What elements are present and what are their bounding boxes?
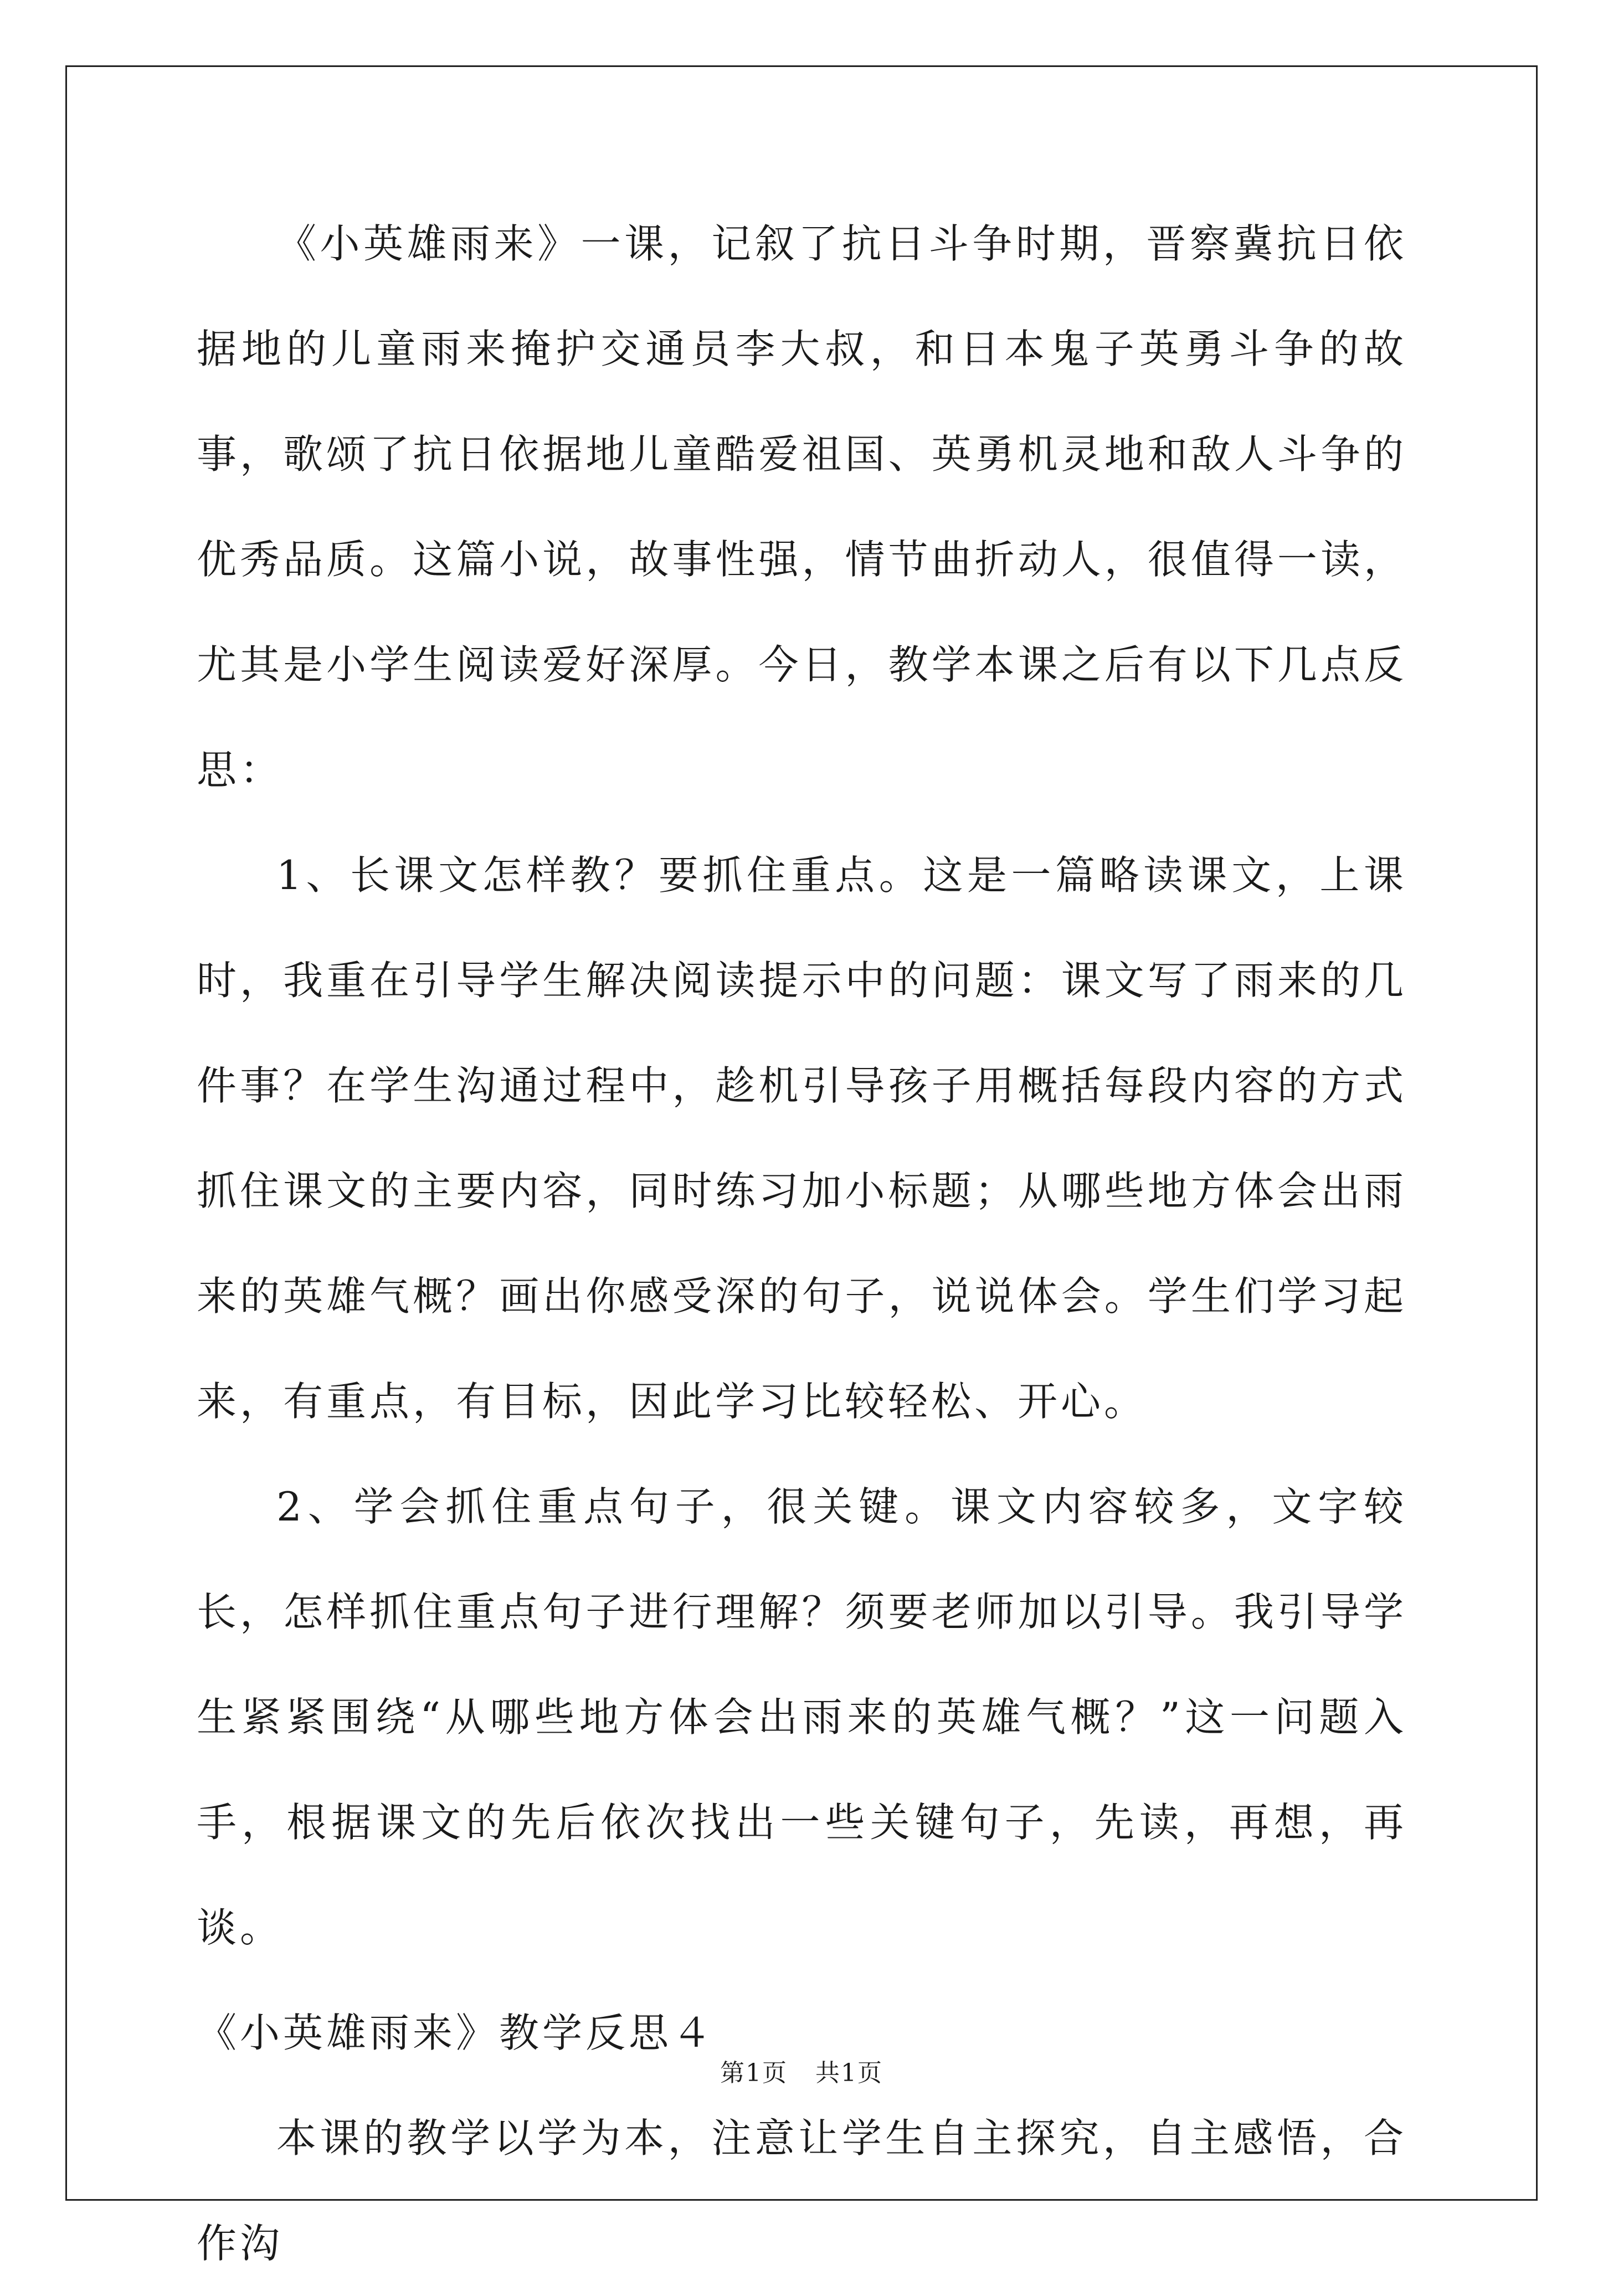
paragraph-point-1: 1、长课文怎样教？要抓住重点。这是一篇略读课文，上课时，我重在引导学生解决阅读提示中的问题：课文写了雨来的几件事？在学生沟通过程中，趁机引导孩子用概括每段内容的方式抓住课文的主要内容，同时练习加小标题；从哪些地方体会出雨来的英雄气概？画出你感受深的句子，说说体会。学生们学习起来，有重点，有目标，因此学习比较轻松、开心。: [197, 852, 1407, 1425]
page-number: 第1页: [720, 2059, 788, 2087]
paragraph-intro: 《小英雄雨来》一课，记叙了抗日斗争时期，晋察冀抗日依据地的儿童雨来掩护交通员李大叔，和日本鬼子英勇斗争的故事，歌颂了抗日依据地儿童酷爱祖国、英勇机灵地和敌人斗争的优秀品质。这篇小说，故事性强，情节曲折动人，很值得一读，尤其是小学生阅读爱好深厚。今日，教学本课之后有以下几点反思：: [197, 220, 1407, 793]
paragraph-section-4: 本课的教学以学为本，注意让学生自主探究，自主感悟，合作沟: [197, 2115, 1407, 2267]
page-footer: [0, 2057, 1603, 2090]
section-heading: 《小英雄雨来》教学反思４: [197, 2010, 716, 2056]
paragraph-point-2: 2、学会抓住重点句子，很关键。课文内容较多，文字较长，怎样抓住重点句子进行理解？须要老师加以引导。我引导学生紧紧围绕“从哪些地方体会出雨来的英雄气概？”这一问题入手，根据课文的先后依次找出一些关键句子，先读，再想，再谈。: [197, 1483, 1407, 1951]
document-body: [197, 191, 1407, 2296]
page-total: 共1页: [815, 2059, 883, 2087]
